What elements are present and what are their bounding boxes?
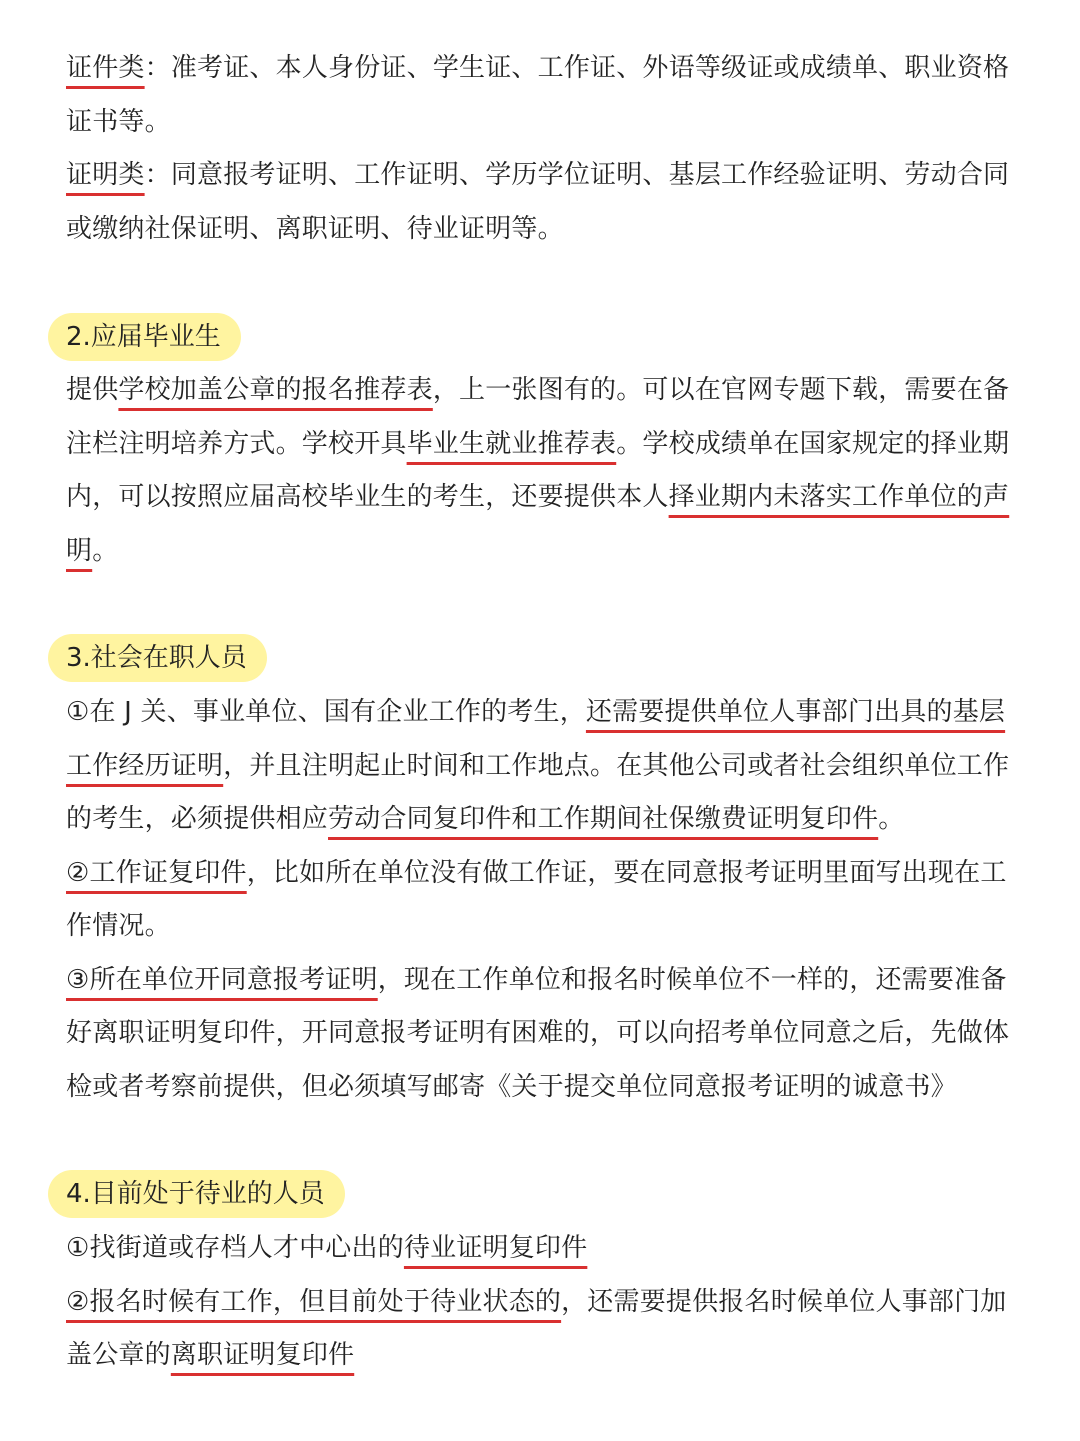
section3-paragraph-1 <box>66 686 1021 847</box>
s3p2-underline-1: ②工作证复印件 <box>66 857 247 888</box>
s3p3-underline-1: ③所在单位开同意报考证明 <box>66 964 378 995</box>
docs-paragraph <box>66 42 1021 149</box>
s3p2-text-1: ，比如所在单位没有做工作证，要在同意报考证明里面写出现在工作情况。 <box>66 857 1007 941</box>
s4p1-underline-1: 待业证明复印件 <box>403 1233 588 1263</box>
s4p1-text-1: ①找街道或存档人才中心出的 <box>66 1233 404 1263</box>
s3p1-text-1: ①在 J 关、事业单位、国有企业工作的考生， <box>66 697 586 727</box>
s4p2-underline-2: 离职证明复印件 <box>170 1340 355 1370</box>
section2-text-3: 。学校成绩单在国家规定的择业期内，可以按照应届高校毕业生的考生，还要提供本人 <box>66 428 1010 512</box>
s3p1-text-3: 。 <box>878 804 905 834</box>
s3p3-text-1: ，现在工作单位和报名时候单位不一样的，还需要准备好离职证明复印件，开同意报考证明有困难的，可以向招考单位同意之后，先做体检或者考察前提供，但必须填写邮寄《关于提交单位同意报考证明的诚意书》 <box>66 964 1010 1102</box>
section2-underline-3: 择业期内未落实工作单位的声明 <box>66 482 1010 566</box>
intro-block <box>66 42 1021 256</box>
section3-paragraph-2 <box>66 847 1021 954</box>
section2-underline-1: 学校加盖公章的报名推荐表 <box>118 375 433 405</box>
docs-text: 准考证、本人身份证、学生证、工作证、外语等级证或成绩单、职业资格证书等。 <box>66 53 1010 137</box>
s3p1-text-2: ，并且注明起止时间和工作地点。在其他公司或者社会组织单位工作的考生，必须提供相应 <box>66 750 1010 834</box>
docs-label: 证件类 <box>66 53 145 83</box>
section4-paragraph-2 <box>66 1276 1021 1383</box>
proof-label: 证明类 <box>66 160 145 190</box>
docs-colon: ： <box>144 53 171 83</box>
section2-title: 2.应届毕业生 <box>48 313 241 361</box>
section4-title: 4.目前处于待业的人员 <box>48 1170 345 1218</box>
section2-body <box>66 364 1021 578</box>
proof-paragraph <box>66 149 1021 256</box>
proof-colon: ： <box>144 160 171 190</box>
section2-text-4: 。 <box>92 535 119 566</box>
s3p1-underline-1: 还需要提供单位人事部门出具的基层工作经历证明 <box>66 697 1006 781</box>
section3-paragraph-3 <box>66 954 1021 1115</box>
section2-text-2: ，上一张图有的。可以在官网专题下载，需要在备注栏注明培养方式。学校开具 <box>66 375 1010 459</box>
s4p2-text-1: ，还需要提供报名时候单位人事部门加盖公章的 <box>66 1286 1007 1370</box>
section3-title: 3.社会在职人员 <box>48 634 267 682</box>
section2-text-1: 提供 <box>66 375 119 405</box>
proof-text: 同意报考证明、工作证明、学历学位证明、基层工作经验证明、劳动合同或缴纳社保证明、离职证明、待业证明等。 <box>66 160 1010 244</box>
section4-body <box>66 1222 1021 1383</box>
section3-body <box>66 686 1021 1114</box>
section4-paragraph-1 <box>66 1222 1021 1276</box>
s3p1-underline-2: 劳动合同复印件和工作期间社保缴费证明复印件 <box>328 804 879 834</box>
section2-underline-2: 毕业生就业推荐表 <box>406 428 617 459</box>
s4p2-underline-1: ②报名时候有工作，但目前处于待业状态的 <box>66 1286 562 1317</box>
